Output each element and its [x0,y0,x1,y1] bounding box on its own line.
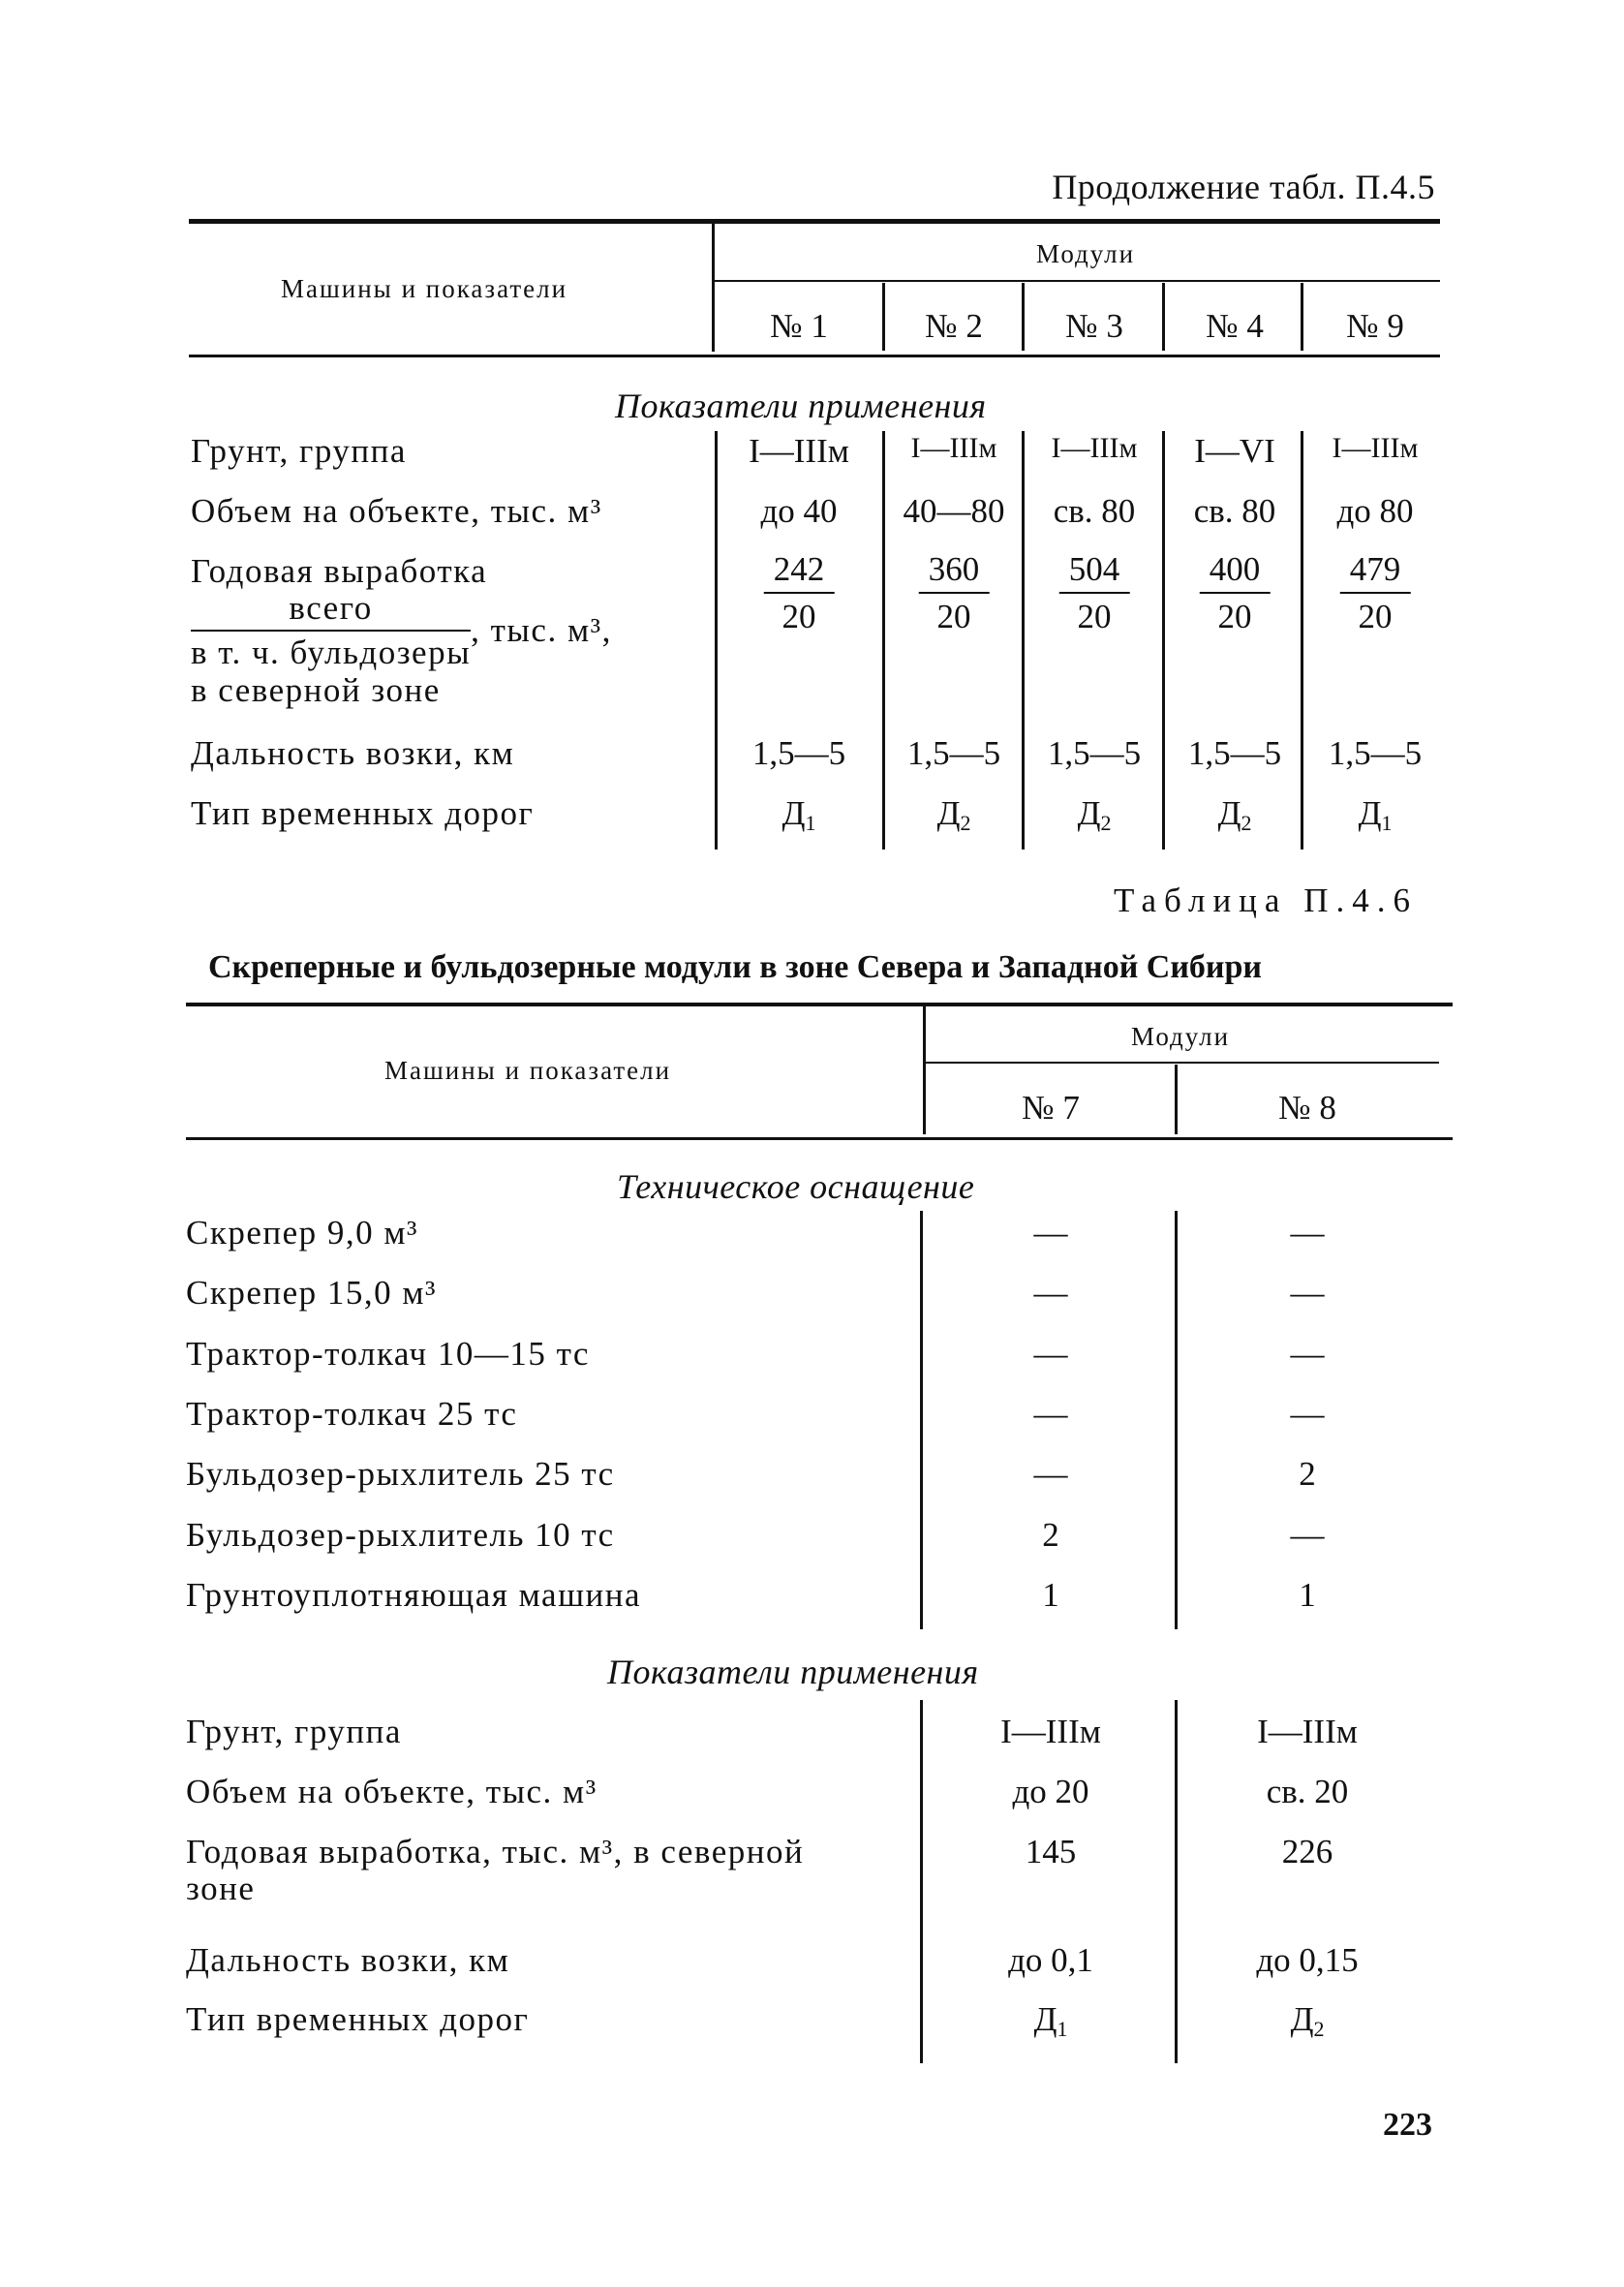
table2-cell: — [1290,1395,1325,1433]
table1-output-den: 20 [781,598,816,635]
table2-cell: — [1033,1274,1068,1312]
table2-header-bottom-rule [186,1137,1453,1140]
table1-body-sep [1301,431,1303,850]
table2-equipment-label: Скрепер 9,0 м³ [186,1214,419,1252]
table2-body-sep [1175,1211,1178,1629]
table2-equipment-label: Грунтоуплотняющая машина [186,1576,642,1614]
table1-module-9: № 9 [1346,307,1404,345]
table1-cell: 40—80 [903,492,1005,530]
table1-output-fraction [919,552,990,634]
table1-cell: 1,5—5 [751,734,846,772]
continuation-caption: Продолжение табл. П.4.5 [1052,168,1435,206]
table2-equipment-label: Скрепер 15,0 м³ [186,1274,438,1312]
table1-output-num: 479 [1340,552,1411,594]
table1-row-label-soil: Грунт, группа [191,432,407,470]
table2-equipment-label: Бульдозер-рыхлитель 10 тс [186,1516,615,1554]
table1-cell: 1,5—5 [1187,734,1282,772]
table2-body-sep [1175,1700,1178,2063]
table2-caption: Скреперные и бульдозерные модули в зоне Севера и Западной Сибири [208,949,1263,985]
table2-module-8: № 8 [1278,1089,1336,1127]
table2-cell: I—IIIм [1000,1713,1101,1750]
table2-cell: — [1033,1335,1068,1373]
table2-header-left: Машины и показатели [384,1056,672,1085]
table1-output-num: 504 [1059,552,1130,594]
table1-cell: I—IIIм [1051,432,1138,464]
table1-output-den: 20 [936,598,971,635]
table1-row-label-distance: Дальность возки, км [191,734,515,772]
table2-cell-road: $Д_2$ [1290,2000,1325,2041]
table2-body-sep [920,1211,923,1629]
table1-header-group: Модули [1036,239,1136,268]
table2-row-label-output: Годовая выработка, тыс. м³, в северной [186,1833,805,1870]
table1-body-sep [715,431,718,850]
table1-output-frac-den: в т. ч. бульдозеры [191,634,472,671]
table1-header-sep [1301,283,1303,351]
table2-cell: — [1290,1214,1325,1252]
table2-title: Таблица П.4.6 [1114,881,1418,919]
table2-cell: до 0,15 [1256,1941,1359,1979]
table1-output-num: 242 [764,552,835,594]
table1-module-3: № 3 [1065,307,1123,345]
table1-output-fraction [764,552,835,634]
table2-cell: св. 20 [1266,1773,1349,1810]
table2-header-group: Модули [1131,1022,1231,1051]
table1-cell-road: $Д_2$ [1077,794,1112,835]
table1-cell: св. 80 [1193,492,1276,530]
table1-output-frac-num: всего [191,589,471,632]
table1-output-num: 400 [1200,552,1271,594]
table1-cell: I—VI [1194,432,1275,470]
table2-equipment-label: Трактор-толкач 10—15 тс [186,1335,590,1373]
table2-header-group-rule [926,1062,1439,1064]
table2-cell-road: $Д_1$ [1033,2000,1068,2041]
table1-cell: 1,5—5 [906,734,1001,772]
table1-cell: I—IIIм [749,432,849,470]
table1-cell-road: $Д_2$ [1217,794,1252,835]
table1-module-2: № 2 [925,307,983,345]
table2-section-indicators: Показатели применения [607,1653,979,1691]
table2-cell: 145 [1025,1833,1077,1870]
table1-output-fraction [1340,552,1411,634]
table1-body-sep [1162,431,1165,850]
table2-cell: 226 [1281,1833,1333,1870]
table1-body-sep [1022,431,1025,850]
table2-cell: — [1033,1395,1068,1433]
table1-cell: 1,5—5 [1047,734,1142,772]
table2-equipment-label: Бульдозер-рыхлитель 25 тс [186,1455,615,1493]
table1-row-label-output-fraction [191,589,612,672]
table1-output-fraction [1059,552,1130,634]
table2-section-equipment: Техническое оснащение [617,1167,975,1206]
table1-row-label-roads: Тип временных дорог [191,794,535,832]
table1-header-sep [882,283,885,351]
table2-cell: — [1290,1274,1325,1312]
table1-cell-road: $Д_1$ [781,794,816,835]
table1-body-sep [882,431,885,850]
table1-top-rule [189,219,1440,224]
table1-section-title: Показатели применения [615,386,987,425]
table1-module-4: № 4 [1206,307,1264,345]
table1-cell: 1,5—5 [1328,734,1423,772]
table2-row-label-output-line2: зоне [186,1870,256,1907]
table1-cell-road: $Д_1$ [1358,794,1393,835]
table1-header-divider [712,224,715,352]
table1-header-group-rule [715,280,1440,282]
table2-cell: — [1290,1335,1325,1373]
table1-header-left: Машины и показатели [281,274,568,303]
table1-output-den: 20 [1217,598,1252,635]
table2-row-label-roads: Тип временных дорог [186,2000,530,2038]
table2-cell: 1 [1299,1576,1316,1614]
table2-header-sep [1175,1065,1178,1134]
page-number: 223 [1383,2107,1432,2143]
table2-cell: 2 [1299,1455,1316,1493]
table2-equipment-label: Трактор-толкач 25 тс [186,1395,518,1433]
table2-cell: — [1290,1516,1325,1554]
table2-cell: 1 [1042,1576,1059,1614]
table2-cell: I—IIIм [1257,1713,1358,1750]
table2-body-sep [920,1700,923,2063]
table1-cell: I—IIIм [910,432,997,464]
table1-header-sep [1162,283,1165,351]
table1-cell: до 40 [760,492,838,530]
table2-row-label-volume: Объем на объекте, тыс. м³ [186,1773,598,1810]
table1-output-fraction [1200,552,1271,634]
table2-row-label-distance: Дальность возки, км [186,1941,510,1979]
table2-cell: — [1033,1455,1068,1493]
table1-header-bottom-rule [189,355,1440,357]
table1-output-den: 20 [1358,598,1393,635]
table1-header-sep [1022,283,1025,351]
table2-row-label-soil: Грунт, группа [186,1713,402,1750]
table1-module-1: № 1 [770,307,828,345]
table2-module-7: № 7 [1022,1089,1080,1127]
table2-cell: до 0,1 [1008,1941,1093,1979]
table1-output-unit: , тыс. м³, [471,611,612,649]
table1-row-label-output-zone: в северной зоне [191,671,441,709]
table1-row-label-volume: Объем на объекте, тыс. м³ [191,492,602,530]
table1-output-num: 360 [919,552,990,594]
table1-cell-road: $Д_2$ [936,794,971,835]
table1-cell: до 80 [1336,492,1414,530]
table2-header-divider [923,1006,926,1134]
table2-top-rule [186,1003,1453,1006]
table1-row-label-output: Годовая выработка [191,552,488,590]
table1-cell: св. 80 [1053,492,1136,530]
table2-cell: 2 [1042,1516,1059,1554]
table1-output-den: 20 [1077,598,1112,635]
table2-cell: до 20 [1012,1773,1089,1810]
table2-cell: — [1033,1214,1068,1252]
table1-cell: I—IIIм [1332,432,1419,464]
